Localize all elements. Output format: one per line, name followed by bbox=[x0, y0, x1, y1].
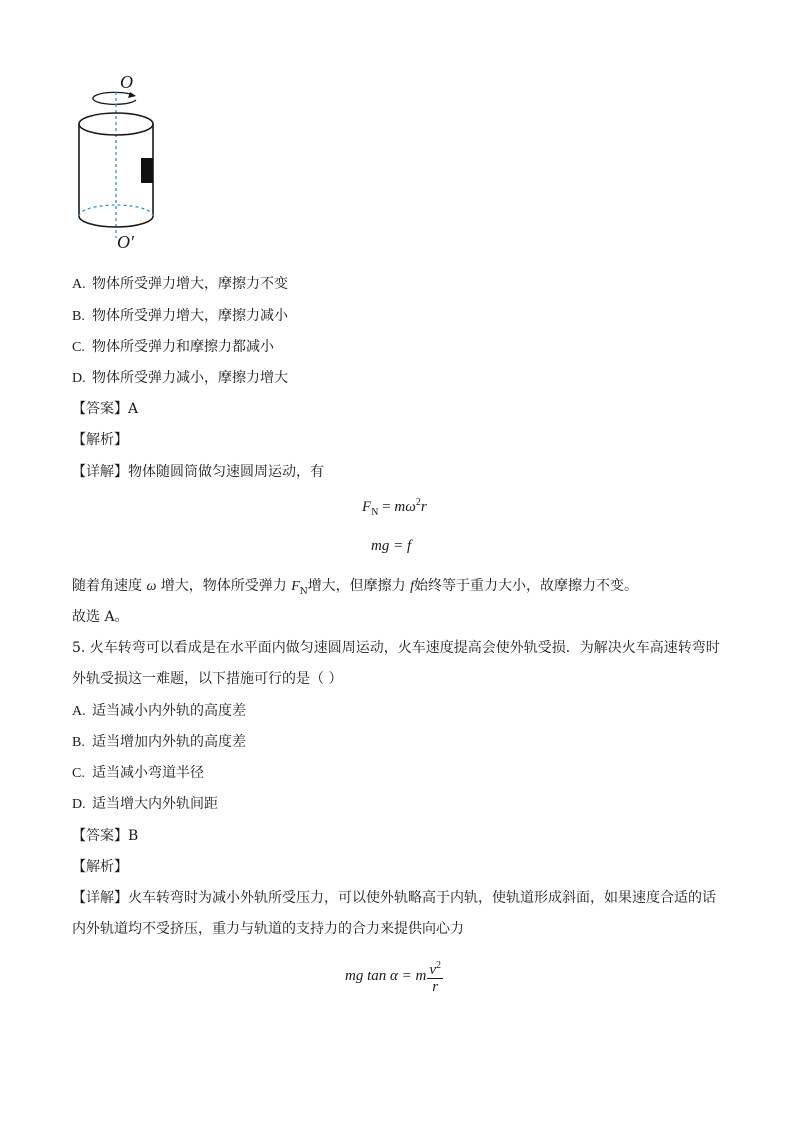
numerator-base: v bbox=[429, 962, 436, 978]
q4-conclusion: 故选 A。 bbox=[72, 609, 129, 625]
formula-rhs: mω bbox=[394, 499, 416, 515]
q5-stem-line-1: 5. 火车转弯可以看成是在水平面内做匀速圆周运动，火车速度提高会使外轨受损．为解决火车高速转弯时 bbox=[72, 640, 720, 656]
analysis-label: 【解析】 bbox=[72, 432, 128, 448]
force-symbol: F bbox=[291, 579, 300, 594]
formula-equals: = bbox=[378, 499, 395, 515]
q5-detail-line-2: 内外轨道均不受挤压，重力与轨道的支持力的合力来提供向心力 bbox=[72, 921, 464, 937]
detail-label: 【详解】 bbox=[72, 890, 128, 906]
formula-lhs: F bbox=[362, 499, 372, 515]
answer-label: 【答案】 bbox=[72, 401, 128, 417]
option-letter: B. bbox=[72, 309, 85, 324]
detail-label: 【详解】 bbox=[72, 464, 128, 480]
q4-explanation bbox=[72, 576, 638, 602]
q4-option-c bbox=[72, 337, 274, 358]
rotation-arrowhead bbox=[128, 92, 136, 98]
option-letter: B. bbox=[72, 735, 85, 750]
numerator-superscript: 2 bbox=[436, 960, 441, 971]
q5-option-c bbox=[72, 763, 204, 784]
q5-option-d bbox=[72, 794, 218, 815]
detail-text: 火车转弯时为减小外轨所受压力，可以使外轨略高于内轨，使轨道形成斜面，如果速度合适的话 bbox=[128, 890, 716, 906]
fraction-denominator: r bbox=[432, 979, 439, 995]
option-letter: C. bbox=[72, 340, 85, 355]
formula-fraction bbox=[427, 958, 443, 995]
rotating-cylinder-figure bbox=[70, 66, 170, 256]
axis-label-top: O bbox=[120, 72, 133, 92]
option-letter: D. bbox=[72, 797, 86, 812]
option-text: 物体所受弹力和摩擦力都减小 bbox=[92, 339, 274, 355]
option-text: 物体所受弹力增大，摩擦力不变 bbox=[92, 276, 288, 292]
q4-option-d bbox=[72, 368, 288, 389]
q4-analysis-label bbox=[72, 430, 128, 450]
formula-lhs-subscript: N bbox=[371, 507, 379, 518]
detail-text: 物体随圆筒做匀速圆周运动，有 bbox=[128, 464, 324, 480]
q5-stem-line-2: 外轨受损这一难题，以下措施可行的是（ ） bbox=[72, 671, 343, 687]
q4-answer bbox=[72, 399, 138, 419]
answer-label: 【答案】 bbox=[72, 828, 128, 844]
option-text: 适当减小弯道半径 bbox=[92, 765, 204, 781]
option-letter: A. bbox=[72, 704, 86, 719]
option-text: 适当增加内外轨的高度差 bbox=[92, 734, 246, 750]
q4-formula-1 bbox=[362, 497, 427, 518]
analysis-label: 【解析】 bbox=[72, 859, 128, 875]
force-subscript: N bbox=[299, 586, 308, 597]
q5-analysis-label bbox=[72, 857, 128, 877]
formula-lhs: mg tan α = m bbox=[345, 967, 427, 984]
answer-value: A bbox=[128, 401, 139, 417]
explain-part: 随着角速度 bbox=[72, 578, 147, 594]
explain-part: 增大，物体所受弹力 bbox=[156, 578, 292, 594]
option-text: 适当增大内外轨间距 bbox=[92, 796, 218, 812]
option-text: 物体所受弹力减小，摩擦力增大 bbox=[92, 370, 288, 386]
answer-value: B bbox=[128, 828, 139, 844]
q5-formula bbox=[345, 958, 443, 995]
option-letter: C. bbox=[72, 766, 85, 781]
option-text: 物体所受弹力增大，摩擦力减小 bbox=[92, 308, 288, 324]
explain-part: 始终等于重力大小，故摩擦力不变。 bbox=[414, 578, 639, 594]
q4-option-a bbox=[72, 274, 288, 295]
q5-option-a bbox=[72, 701, 246, 722]
q5-detail-line-1 bbox=[72, 888, 716, 908]
option-letter: A. bbox=[72, 277, 86, 292]
q5-option-b bbox=[72, 732, 246, 753]
formula-rhs-superscript: 2 bbox=[415, 497, 421, 508]
object-block bbox=[141, 158, 153, 183]
explain-part: 增大，但摩擦力 bbox=[307, 578, 411, 594]
formula-rhs-tail: r bbox=[420, 499, 427, 515]
option-letter: D. bbox=[72, 371, 86, 386]
q4-detail bbox=[72, 462, 324, 482]
omega-symbol: ω bbox=[146, 579, 157, 594]
friction-symbol: f bbox=[410, 579, 415, 594]
fraction-numerator bbox=[427, 958, 443, 979]
axis-label-bottom: O′ bbox=[117, 232, 134, 252]
q4-option-b bbox=[72, 306, 288, 327]
option-text: 适当减小内外轨的高度差 bbox=[92, 703, 246, 719]
q4-formula-2: mg = f bbox=[371, 538, 412, 554]
q5-answer bbox=[72, 826, 138, 846]
